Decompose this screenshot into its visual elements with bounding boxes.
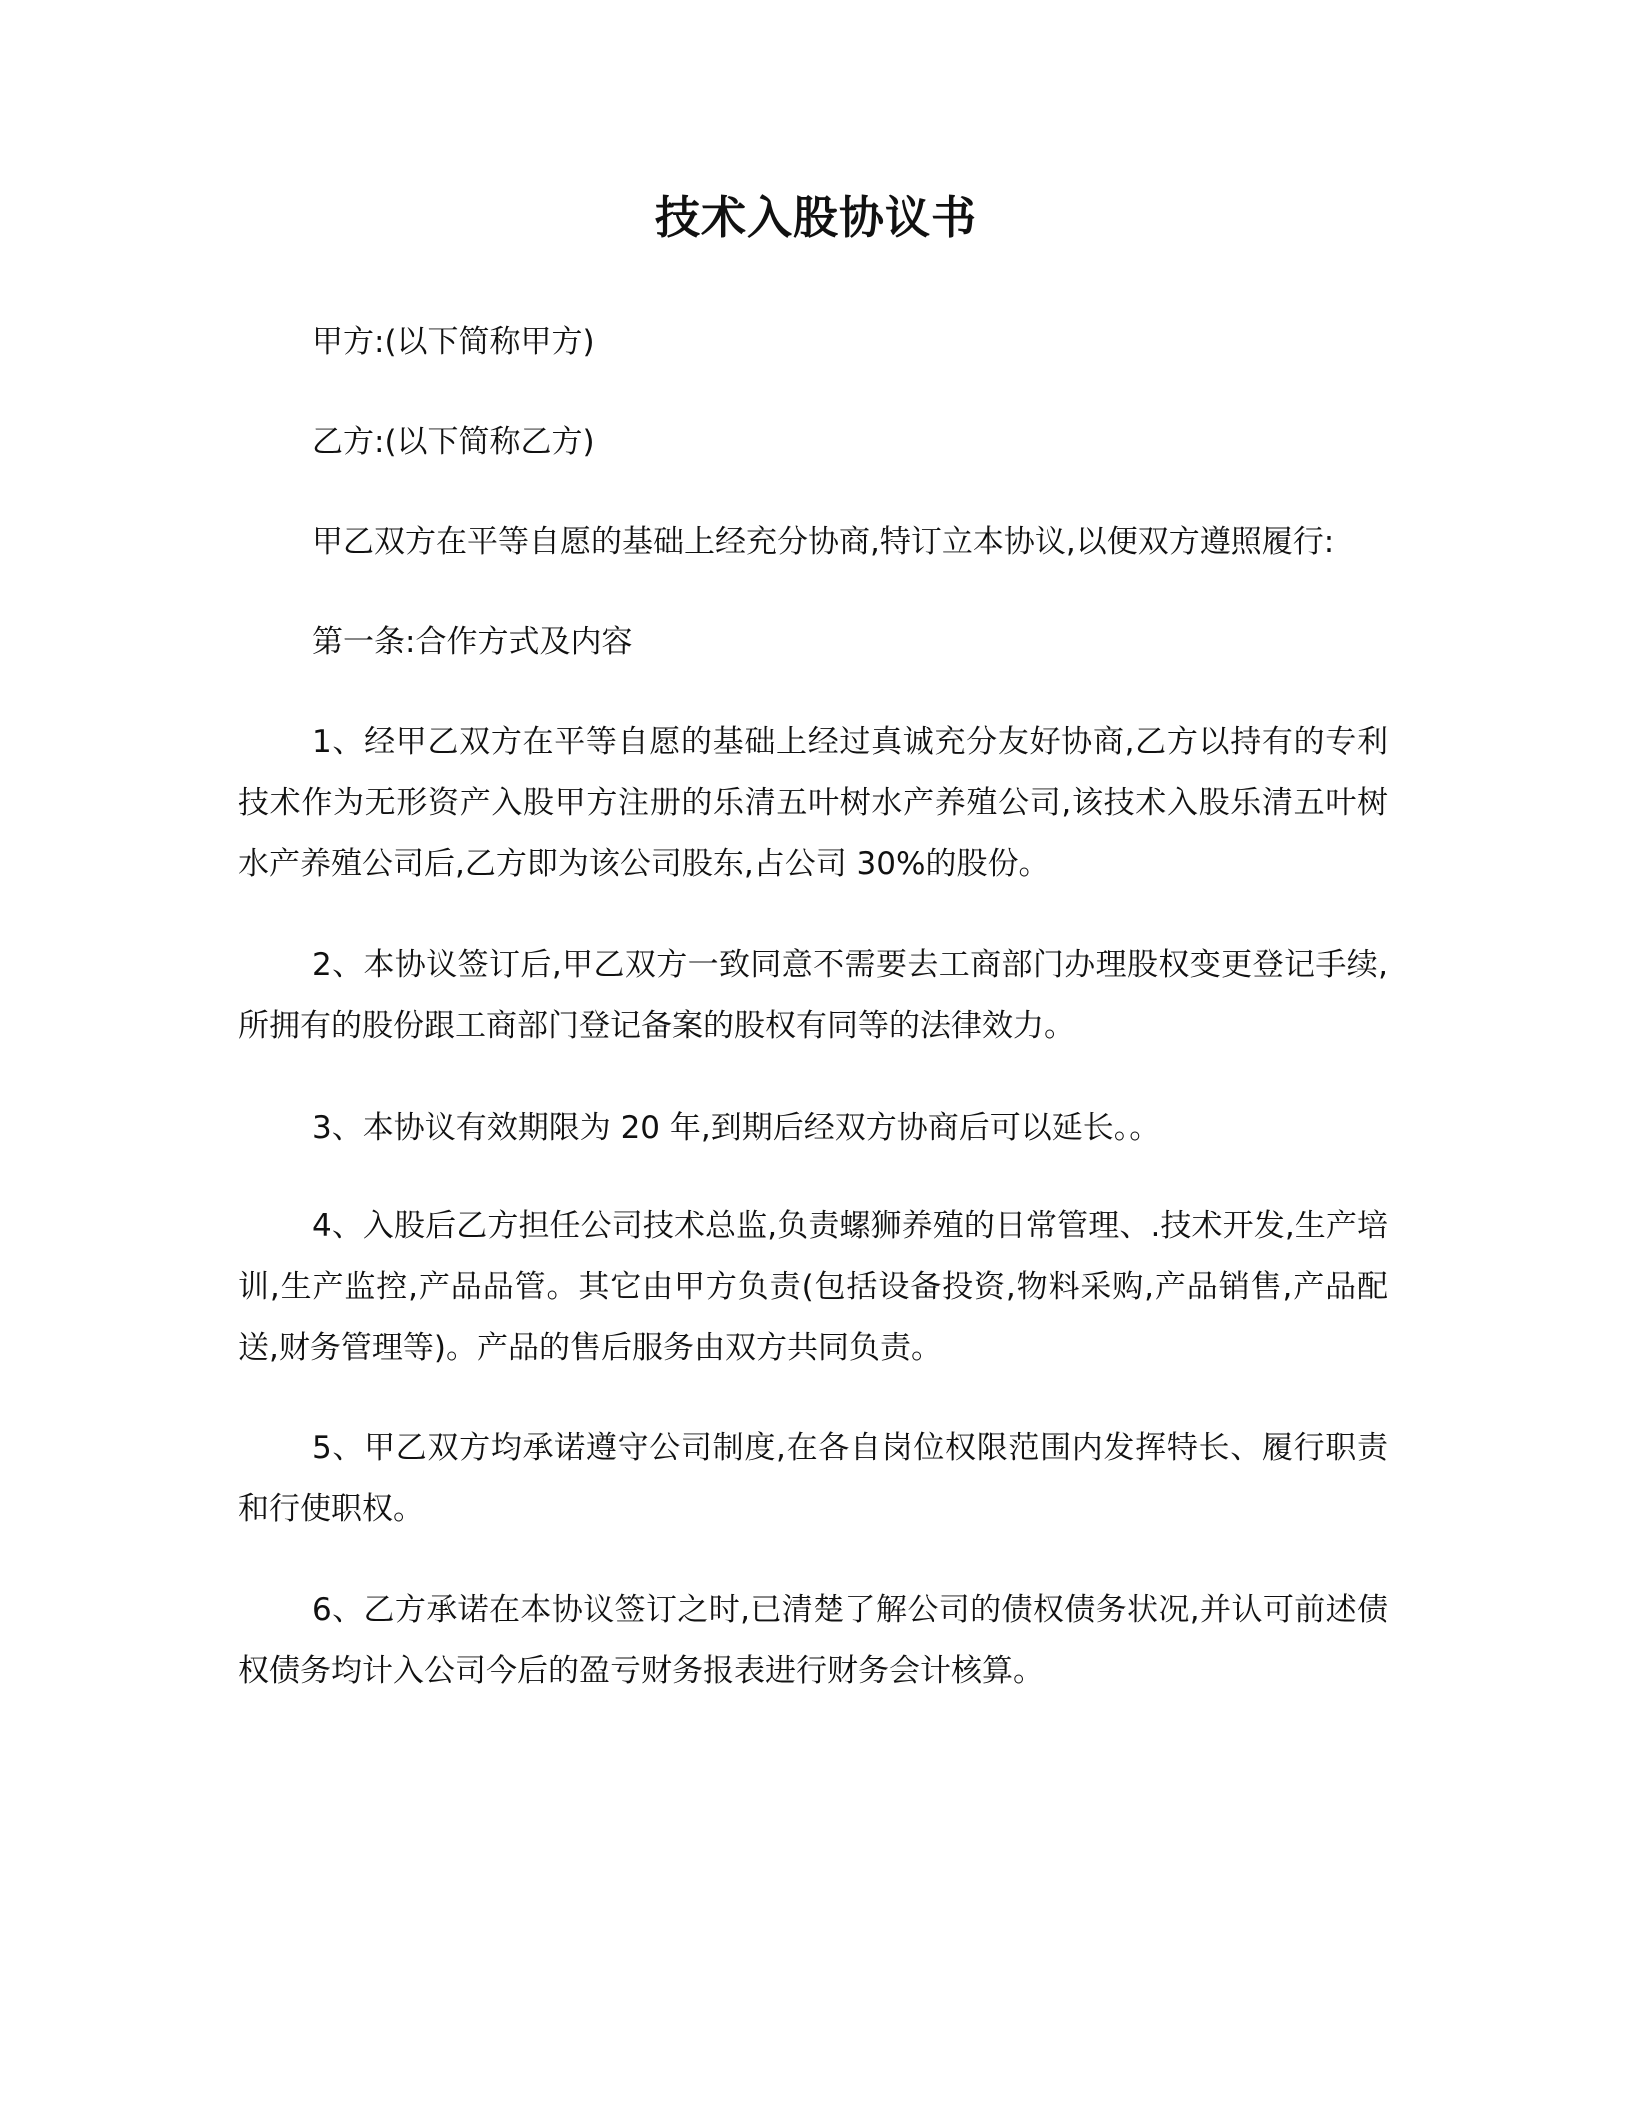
party-a-line: 甲方:(以下简称甲方) [312,324,595,360]
clause-3: 3、本协议有效期限为 20 年,到期后经双方协商后可以延长。。 [312,1110,1161,1146]
party-b-line: 乙方:(以下简称乙方) [312,424,595,460]
clause-6: 6、乙方承诺在本协议签订之时,已清楚了解公司的债权债务状况,并认可前述债权债务均计入公司今后的盈亏财务报表进行财务会计核算。 [238,1592,1388,1689]
clause-2: 2、本协议签订后,甲乙双方一致同意不需要去工商部门办理股权变更登记手续,所拥有的股份跟工商部门登记备案的股权有同等的法律效力。 [238,947,1388,1044]
clause-1: 1、经甲乙双方在平等自愿的基础上经过真诚充分友好协商,乙方以持有的专利技术作为无形资产入股甲方注册的乐清五叶树水产养殖公司,该技术入股乐清五叶树水产养殖公司后,乙方即为该公司股东,占公司 30%的股份。 [238,724,1388,882]
clause-5: 5、甲乙双方均承诺遵守公司制度,在各自岗位权限范围内发挥特长、履行职责和行使职权。 [238,1430,1388,1527]
clause-4: 4、入股后乙方担任公司技术总监,负责螺狮养殖的日常管理、.技术开发,生产培训,生产监控,产品品管。其它由甲方负责(包括设备投资,物料采购,产品销售,产品配送,财务管理等)。产品的售后服务由双方共同负责。 [238,1208,1388,1366]
document-title: 技术入股协议书 [654,191,977,244]
article-1-heading: 第一条:合作方式及内容 [312,624,633,660]
preamble-line: 甲乙双方在平等自愿的基础上经充分协商,特订立本协议,以便双方遵照履行: [312,524,1335,560]
